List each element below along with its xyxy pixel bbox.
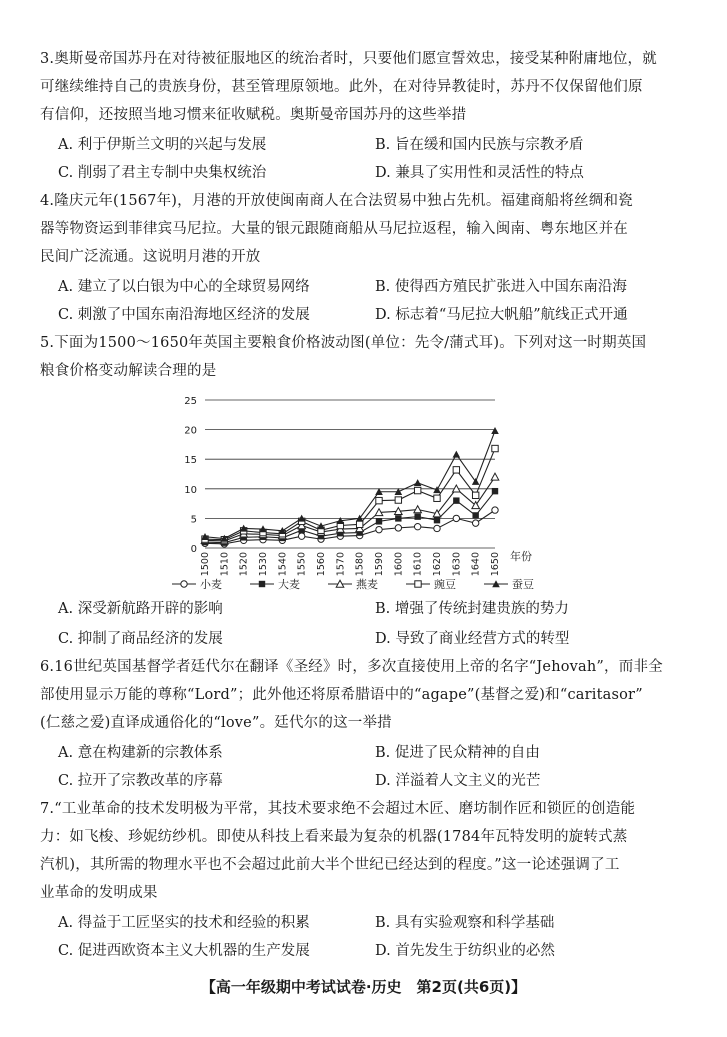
q7-stem-line-3: 汽机)，其所需的物理水平也不会超过此前大半个世纪已经达到的程度。”这一论述强调了工 [40, 857, 620, 873]
data-point [181, 581, 187, 587]
q3-stem-line-2: 可继续维持自己的贵族身份，甚至管理原领地。此外，在对待异教徒时，苏丹不仅保留他们原 [40, 79, 643, 95]
data-point [472, 512, 478, 518]
q7-stem-line-1: 7.“工业革命的技术发明极为平常，其技术要求绝不会超过木匠、磨坊制作匠和锁匠的创造能 [40, 801, 636, 817]
x-tick-label: 1600 [393, 552, 405, 577]
q3-option-d[interactable]: D. 兼具了实用性和灵活性的特点 [375, 165, 584, 181]
legend-label: 小麦 [200, 578, 222, 591]
q5-stem-line-1: 5.下面为1500～1650年英国主要粮食价格波动图(单位：先令/蒲式耳)。下列对这一时期英国 [40, 335, 647, 351]
data-point [491, 473, 499, 480]
chart-series [201, 427, 499, 547]
legend-item-4 [406, 578, 456, 591]
data-point [492, 488, 498, 494]
x-tick-label: 1610 [412, 552, 424, 577]
x-tick-label: 1590 [374, 552, 385, 577]
q7-option-c[interactable]: C. 促进西欧资本主义大机器的生产发展 [58, 943, 310, 959]
q4-option-a[interactable]: A. 建立了以白银为中心的全球贸易网络 [58, 279, 310, 295]
data-point [259, 581, 265, 587]
q6-stem-line-1: 6.16世纪英国基督学者廷代尔在翻译《圣经》时，多次直接使用上帝的名字“Jehovah”，而非全 [40, 659, 663, 675]
x-tick-label: 1650 [490, 552, 501, 577]
data-point [376, 497, 382, 503]
y-tick-label: 0 [190, 544, 197, 555]
legend-item-3 [328, 577, 378, 591]
data-point [376, 518, 382, 524]
data-point [492, 445, 498, 451]
q3-stem-line-3: 有信仰，还按照当地习惯来征收赋税。奥斯曼帝国苏丹的这些举措 [40, 107, 467, 123]
data-point [395, 497, 401, 503]
x-tick-label: 1640 [470, 552, 482, 577]
data-point [472, 478, 480, 485]
data-point [414, 513, 420, 519]
chart-gridlines [205, 400, 495, 548]
legend-item-5 [484, 578, 534, 591]
x-tick-label: 1620 [432, 552, 443, 577]
series-1 [202, 507, 498, 547]
y-tick-label: 15 [184, 455, 197, 467]
x-tick-label: 1570 [335, 552, 347, 577]
data-point [472, 492, 478, 498]
y-tick-label: 25 [184, 396, 197, 407]
data-point [414, 487, 420, 493]
chart-legend [172, 577, 534, 591]
q4-option-b[interactable]: B. 使得西方殖民扩张进入中国东南沿海 [375, 279, 627, 295]
q3-option-c[interactable]: C. 削弱了君主专制中央集权统治 [58, 165, 267, 181]
data-point [356, 521, 362, 527]
data-point [395, 515, 401, 521]
series-line [205, 431, 495, 539]
data-point [395, 525, 401, 531]
q3-option-b[interactable]: B. 旨在缓和国内民族与宗教矛盾 [375, 137, 584, 153]
q4-option-d[interactable]: D. 标志着“马尼拉大帆船”航线正式开通 [375, 307, 628, 323]
q6-option-b[interactable]: B. 促进了民众精神的自由 [375, 745, 540, 761]
data-point [472, 520, 478, 526]
data-point [492, 507, 498, 513]
x-tick-label: 1560 [316, 552, 327, 577]
x-tick-label: 1500 [200, 552, 211, 577]
legend-label: 豌豆 [434, 578, 456, 591]
q7-option-a[interactable]: A. 得益于工匠坚实的技术和经验的积累 [58, 915, 310, 931]
data-point [453, 451, 461, 458]
q7-stem-line-2: 力：如飞梭、珍妮纺纱机。即使从科技上看来最为复杂的机器(1784年瓦特发明的旋转式蒸 [40, 829, 628, 845]
data-point [376, 526, 382, 532]
y-tick-label: 20 [184, 425, 197, 437]
legend-item-1 [172, 577, 222, 591]
q5-option-a[interactable]: A. 深受新航路开辟的影响 [58, 601, 223, 617]
q4-stem-line-1: 4.隆庆元年(1567年)，月港的开放使闽南商人在合法贸易中独占先机。福建商船将丝绸和瓷 [40, 193, 633, 209]
data-point [433, 486, 441, 493]
q6-stem-line-3: (仁慈之爱)直译成通俗化的“love”。廷代尔的这一举措 [40, 715, 392, 731]
legend-label: 蚕豆 [512, 578, 534, 591]
q6-option-d[interactable]: D. 洋溢着人文主义的光芒 [375, 773, 541, 789]
data-point [453, 515, 459, 521]
x-tick-label: 1510 [219, 552, 231, 577]
chart-x-axis-label: 年份 [510, 550, 532, 563]
y-tick-label: 10 [184, 484, 197, 496]
q4-option-c[interactable]: C. 刺激了中国东南沿海地区经济的发展 [58, 307, 310, 323]
data-point [434, 517, 440, 523]
q6-stem-line-2: 部使用显示万能的尊称“Lord”；此外他还将原希腊语中的“agape”(基督之爱)和“caritasor” [40, 687, 643, 703]
q7-option-b[interactable]: B. 具有实验观察和科学基础 [375, 915, 555, 931]
legend-item-2 [250, 577, 300, 591]
series-line [205, 510, 495, 544]
legend-label: 燕麦 [356, 578, 378, 591]
y-tick-label: 5 [190, 514, 197, 526]
data-point [434, 525, 440, 531]
chart-y-tick-labels [184, 396, 197, 555]
data-point [415, 581, 421, 587]
q7-stem-line-4: 业革命的发明成果 [40, 885, 158, 901]
data-point [453, 467, 459, 473]
legend-label: 大麦 [278, 578, 300, 591]
q3-option-a[interactable]: A. 利于伊斯兰文明的兴起与发展 [58, 137, 267, 153]
q7-option-d[interactable]: D. 首先发生于纺织业的必然 [375, 943, 555, 959]
q5-option-b[interactable]: B. 增强了传统封建贵族的势力 [375, 601, 569, 617]
x-tick-label: 1540 [277, 552, 289, 577]
x-tick-label: 1550 [296, 552, 308, 577]
data-point [453, 497, 459, 503]
data-point [434, 495, 440, 501]
q5-stem-line-2: 粮食价格变动解读合理的是 [40, 363, 217, 379]
data-point [414, 523, 420, 529]
x-tick-label: 1630 [451, 552, 463, 577]
series-line [205, 491, 495, 543]
chart-x-tick-labels [200, 552, 501, 576]
x-tick-label: 1580 [354, 552, 366, 577]
page-footer: 【高一年级期中考试试卷·历史 第2页(共6页)】 [200, 978, 527, 996]
data-point [298, 533, 304, 539]
data-point [414, 479, 422, 486]
q6-option-a[interactable]: A. 意在构建新的宗教体系 [58, 745, 223, 761]
q5-option-c[interactable]: C. 抑制了商品经济的发展 [58, 631, 223, 647]
x-tick-label: 1520 [238, 552, 250, 577]
q4-stem-line-3: 民间广泛流通。这说明月港的开放 [40, 249, 261, 265]
q6-option-c[interactable]: C. 拉开了宗教改革的序幕 [58, 773, 223, 789]
q4-stem-line-2: 器等物资运到菲律宾马尼拉。大量的银元跟随商船从马尼拉返程，输入闽南、粤东地区并在 [40, 221, 628, 237]
data-point [491, 427, 499, 434]
grain-price-chart [150, 388, 570, 600]
q5-option-d[interactable]: D. 导致了商业经营方式的转型 [375, 631, 570, 647]
x-tick-label: 1530 [258, 552, 269, 577]
q3-stem-line-1: 3.奥斯曼帝国苏丹在对待被征服地区的统治者时，只要他们愿宣誓效忠，接受某种附庸地位，就 [40, 51, 657, 67]
